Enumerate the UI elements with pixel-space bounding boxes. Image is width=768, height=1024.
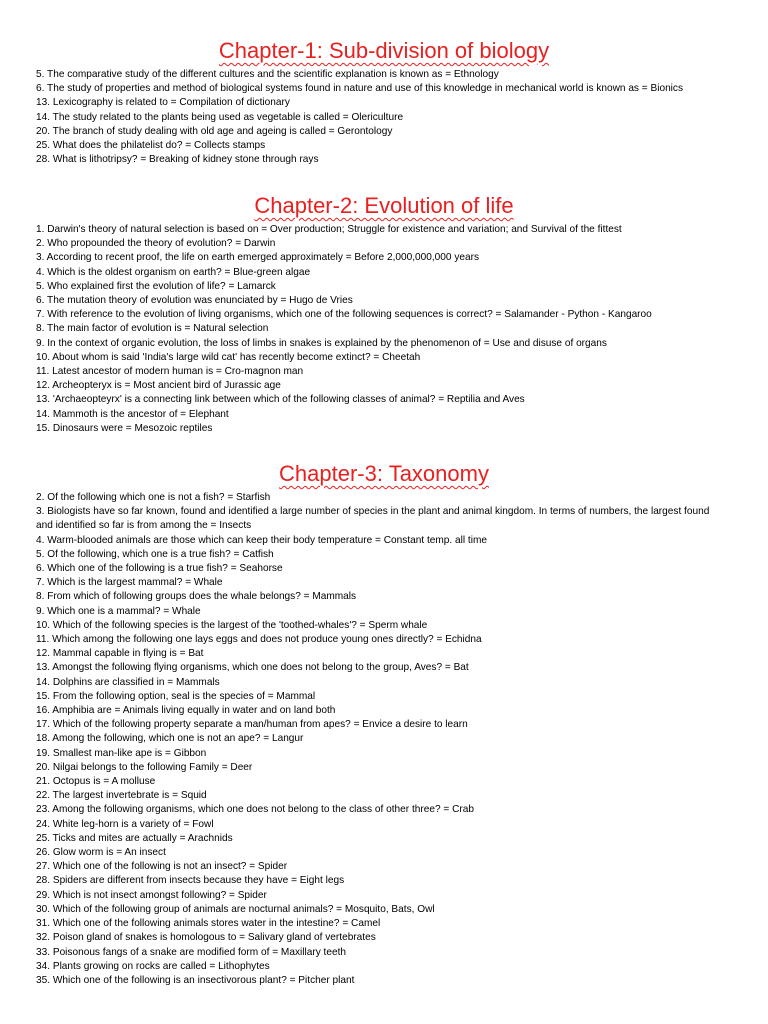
list-item: 9. In the context of organic evolution, the loss of limbs in snakes is explained by the phenomenon of = Use and disuse of organs (36, 337, 607, 349)
list-item: 2. Who propounded the theory of evolution? = Darwin (36, 238, 276, 250)
list-item: 8. From which of following groups does the whale belongs? = Mammals (36, 591, 357, 603)
chapter-3-section (0, 461, 768, 988)
list-item: 14. Dolphins are classified in = Mammals (36, 676, 220, 688)
list-item: 3. Biologists have so far known, found and identified a large number of species in the plant and animal kingdom. In terms of numbers, the largest found and identified so far is from among the = Insects (36, 506, 710, 532)
list-item: 23. Among the following organisms, which one does not belong to the class of other three? = Crab (36, 804, 474, 816)
list-item: 24. White leg-horn is a variety of = Fowl (36, 818, 214, 830)
list-item: 7. With reference to the evolution of living organisms, which one of the following sequences is correct? = Salamander - Python - Kangaroo (36, 309, 652, 321)
chapter-3-title: Chapter-3: Taxonomy (279, 461, 489, 486)
list-item: 3. According to recent proof, the life on earth emerged approximately = Before 2,000,000,000 years (36, 252, 479, 264)
list-item: 14. Mammoth is the ancestor of = Elephant (36, 408, 229, 420)
list-item: 11. Latest ancestor of modern human is = Cro-magnon man (36, 366, 304, 378)
list-item: 30. Which of the following group of animals are nocturnal animals? = Mosquito, Bats, Owl (36, 903, 435, 915)
list-item: 1. Darwin's theory of natural selection is based on = Over production; Struggle for existence and variation; and Survival of the fittest (36, 224, 622, 235)
list-item: 15. Dinosaurs were = Mesozoic reptiles (36, 422, 213, 434)
list-item: 10. Which of the following species is the largest of the 'toothed-whales'? = Sperm whale (36, 619, 428, 631)
list-item: 28. What is lithotripsy? = Breaking of kidney stone through rays (36, 154, 319, 166)
list-item: 13. Amongst the following flying organisms, which one does not belong to the group, Aves? = Bat (36, 662, 469, 674)
list-item: 22. The largest invertebrate is = Squid (36, 790, 207, 802)
list-item: 12. Archeopteryx is = Most ancient bird of Jurassic age (36, 380, 281, 392)
list-item: 2. Of the following which one is not a fish? = Starfish (36, 492, 271, 503)
list-item: 29. Which is not insect amongst following? = Spider (36, 889, 267, 901)
list-item: 16. Amphibia are = Animals living equally in water and on land both (36, 705, 336, 717)
list-item: 11. Which among the following one lays eggs and does not produce young ones directly? = Echidna (36, 634, 482, 646)
list-item: 6. The study of properties and method of biological systems found in nature and use of this knowledge in mechanical world is known as = Bionics (36, 83, 684, 95)
list-item: 8. The main factor of evolution is = Natural selection (36, 323, 269, 335)
list-item: 32. Poison gland of snakes is homologous to = Salivary gland of vertebrates (36, 932, 376, 944)
list-item: 10. About whom is said 'India's large wild cat' has recently become extinct? = Cheetah (36, 351, 421, 363)
list-item: 6. Which one of the following is a true fish? = Seahorse (36, 563, 283, 575)
chapter-3-list (0, 491, 726, 988)
list-item: 9. Which one is a mammal? = Whale (36, 605, 201, 617)
list-item: 5. Who explained first the evolution of life? = Lamarck (36, 280, 276, 292)
list-item: 19. Smallest man-like ape is = Gibbon (36, 747, 207, 759)
list-item: 31. Which one of the following animals stores water in the intestine? = Camel (36, 918, 381, 930)
list-item: 13. Lexicography is related to = Compilation of dictionary (36, 97, 290, 109)
list-item: 33. Poisonous fangs of a snake are modified form of = Maxillary teeth (36, 946, 346, 958)
list-item: 7. Which is the largest mammal? = Whale (36, 577, 223, 589)
list-item: 17. Which of the following property separate a man/human from apes? = Envice a desire to learn (36, 719, 468, 731)
list-item: 5. The comparative study of the different cultures and the scientific explanation is known as = Ethnology (36, 69, 499, 80)
list-item: 27. Which one of the following is not an insect? = Spider (36, 861, 288, 873)
list-item: 5. Of the following, which one is a true fish? = Catfish (36, 548, 274, 560)
list-item: 14. The study related to the plants being used as vegetable is called = Olericulture (36, 111, 404, 123)
list-item: 20. The branch of study dealing with old age and ageing is called = Gerontology (36, 125, 393, 137)
list-item: 25. What does the philatelist do? = Collects stamps (36, 140, 266, 152)
list-item: 26. Glow worm is = An insect (36, 847, 166, 859)
list-item: 25. Ticks and mites are actually = Arachnids (36, 832, 233, 844)
list-item: 13. 'Archaeopteyrx' is a connecting link between which of the following classes of animal? = Reptilia and Aves (36, 394, 525, 406)
list-item: 28. Spiders are different from insects because they have = Eight legs (36, 875, 345, 887)
chapter-2-list (0, 223, 726, 436)
list-item: 15. From the following option, seal is the species of = Mammal (36, 690, 316, 702)
list-item: 12. Mammal capable in flying is = Bat (36, 648, 204, 660)
list-item: 35. Which one of the following is an insectivorous plant? = Pitcher plant (36, 974, 355, 986)
list-item: 18. Among the following, which one is not an ape? = Langur (36, 733, 304, 745)
list-item: 21. Octopus is = A molluse (36, 776, 156, 788)
list-item: 4. Warm-blooded animals are those which can keep their body temperature = Constant temp. all time (36, 534, 487, 546)
list-item: 20. Nilgai belongs to the following Family = Deer (36, 761, 253, 773)
list-item: 6. The mutation theory of evolution was enunciated by = Hugo de Vries (36, 295, 353, 307)
chapter-1-section (0, 38, 768, 167)
chapter-1-title: Chapter-1: Sub-division of biology (218, 38, 550, 63)
chapter-1-list (0, 68, 726, 167)
list-item: 34. Plants growing on rocks are called = Lithophytes (36, 960, 270, 972)
chapter-2-section (0, 193, 768, 436)
list-item: 4. Which is the oldest organism on earth? = Blue-green algae (36, 266, 311, 278)
chapter-2-title: Chapter-2: Evolution of life (254, 193, 514, 218)
